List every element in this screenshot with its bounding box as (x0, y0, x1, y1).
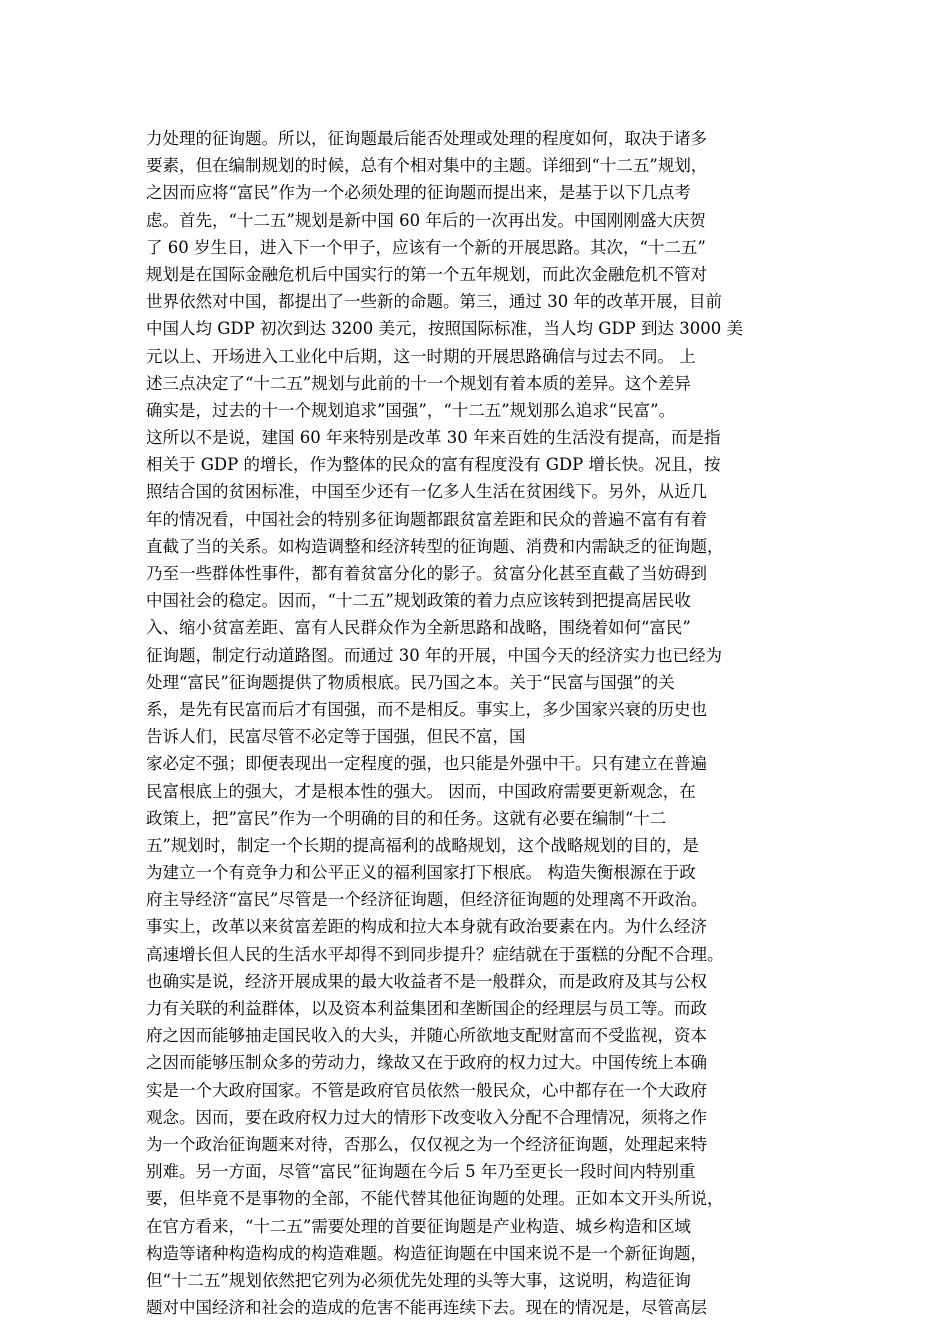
text-line: 乃至一些群体性事件，都有着贫富分化的影子。贫富分化甚至直截了当妨碍到 (146, 564, 707, 583)
text-line: 为一个政治征询题来对待，否那么，仅仅视之为一个经济征询题，处理起来特 (146, 1134, 707, 1154)
text-line: 年的情况看，中国社会的特别多征询题都跟贫富差距和民众的普遍不富有有着 (146, 509, 707, 529)
text-line: 之因而应将“富民”作为一个必须处理的征询题而提出来，是基于以下几点考 (146, 183, 691, 203)
text-line: 这所以不是说，建国 60 年来特别是改革 30 年来百姓的生活没有提高，而是指 (146, 428, 721, 448)
text-line: 家必定不强；即便表现出一定程度的强，也只能是外强中干。只有建立在普遍 (146, 754, 707, 774)
text-line: 世界依然对中国，都提出了一些新的命题。第三，通过 30 年的改革开展，目前 (146, 292, 722, 312)
text-line: 观念。因而，要在政府权力过大的情形下改变收入分配不合理情况，须将之作 (146, 1107, 707, 1127)
text-line: 力有关联的利益群体，以及资本利益集团和垄断国企的经理层与员工等。而政 (146, 999, 707, 1018)
text-line: 入、缩小贫富差距、富有人民群众作为全新思路和战略，围绕着如何“富民” (146, 618, 691, 638)
text-line: 之因而能够压制众多的劳动力，缘故又在于政府的权力过大。中国传统上本确 (146, 1053, 707, 1073)
text-line: 中国人均 GDP 初次到达 3200 美元，按照国际标准，当人均 GDP 到达 3000 美 (146, 319, 743, 339)
text-line: 实是一个大政府国家。不管是政府官员依然一般民众，心中都存在一个大政府 (146, 1080, 707, 1100)
text-line: 虑。首先，“十二五”规划是新中国 60 年后的一次再出发。中国刚刚盛大庆贺 (146, 210, 706, 230)
text-line: 构造等诸种构造构成的构造难题。构造征询题在中国来说不是一个新征询题， (146, 1243, 707, 1263)
text-line: 直截了当的关系。如构造调整和经济转型的征询题、消费和内需缺乏的征询题， (146, 536, 724, 556)
text-line: 题对中国经济和社会的造成的危害不能再连续下去。现在的情况是，尽管高层 (146, 1298, 707, 1318)
text-line: 中国社会的稳定。因而，“十二五”规划政策的着力点应该转到把提高居民收 (146, 591, 691, 611)
document-body (146, 125, 814, 1321)
text-line: 征询题，制定行动道路图。而通过 30 年的开展，中国今天的经济实力也已经为 (146, 645, 722, 665)
text-line: 照结合国的贫困标准，中国至少还有一亿多人生活在贫困线下。另外，从近几 (146, 482, 707, 502)
text-line: 了 60 岁生日，进入下一个甲子，应该有一个新的开展思路。其次，“十二五” (146, 237, 706, 257)
text-line: 要素，但在编制规划的时候，总有个相对集中的主题。详细到“十二五”规划， (146, 156, 708, 176)
text-line: 事实上，改革以来贫富差距的构成和拉大本身就有政治要素在内。为什么经济 (146, 917, 707, 937)
text-line: 系，是先有民富而后才有国强，而不是相反。事实上，多少国家兴衰的历史也 (146, 699, 707, 719)
text-line: 别难。另一方面，尽管“富民”征询题在今后 5 年乃至更长一段时间内特别重 (146, 1162, 696, 1182)
text-line: 政策上，把”富民”作为一个明确的目的和任务。这就有必要在编制“十二 (146, 808, 667, 828)
text-line: 确实是，过去的十一个规划追求”国强”，“十二五”规划那么追求“民富”。 (146, 400, 676, 420)
text-line: 民富根底上的强大，才是根本性的强大。 因而，中国政府需要更新观念，在 (146, 781, 696, 801)
text-line: 府主导经济“富民”尽管是一个经济征询题，但经济征询题的处理离不开政治。 (146, 890, 708, 910)
text-line: 高速增长但人民的生活水平却得不到同步提升？症结就在于蛋糕的分配不合理。 (146, 944, 724, 964)
text-line: 府之因而能够抽走国民收入的大头，并随心所欲地支配财富而不受监视，资本 (146, 1026, 707, 1046)
text-line: 述三点决定了“十二五”规划与此前的十一个规划有着本质的差异。这个差异 (146, 373, 691, 393)
text-line: 也确实是说，经济开展成果的最大收益者不是一般群众，而是政府及其与公权 (146, 971, 707, 991)
text-line: 但“十二五”规划依然把它列为必须优先处理的头等大事，这说明，构造征询 (146, 1270, 691, 1290)
text-line: 为建立一个有竞争力和公平正义的福利国家打下根底。 构造失衡根源在于政 (146, 863, 696, 883)
text-line: 力处理的征询题。所以，征询题最后能否处理或处理的程度如何，取决于诸多 (146, 129, 707, 148)
text-line: 相关于 GDP 的增长，作为整体的民众的富有程度没有 GDP 增长快。况且，按 (146, 455, 721, 475)
text-line: 要，但毕竟不是事物的全部，不能代替其他征询题的处理。正如本文开头所说， (146, 1189, 724, 1209)
text-line: 处理“富民”征询题提供了物质根底。民乃国之本。关于“民富与国强”的关 (146, 672, 675, 692)
text-line: 元以上、开场进入工业化中后期，这一时期的开展思路确信与过去不同。 上 (146, 346, 696, 366)
text-line: 规划是在国际金融危机后中国实行的第一个五年规划，而此次金融危机不管对 (146, 264, 707, 284)
text-line: 五”规划时，制定一个长期的提高福利的战略规划，这个战略规划的目的，是 (146, 835, 699, 855)
text-line: 告诉人们，民富尽管不必定等于国强，但民不富，国 (146, 727, 526, 747)
text-line: 在官方看来，“十二五”需要处理的首要征询题是产业构造、城乡构造和区域 (146, 1216, 691, 1236)
